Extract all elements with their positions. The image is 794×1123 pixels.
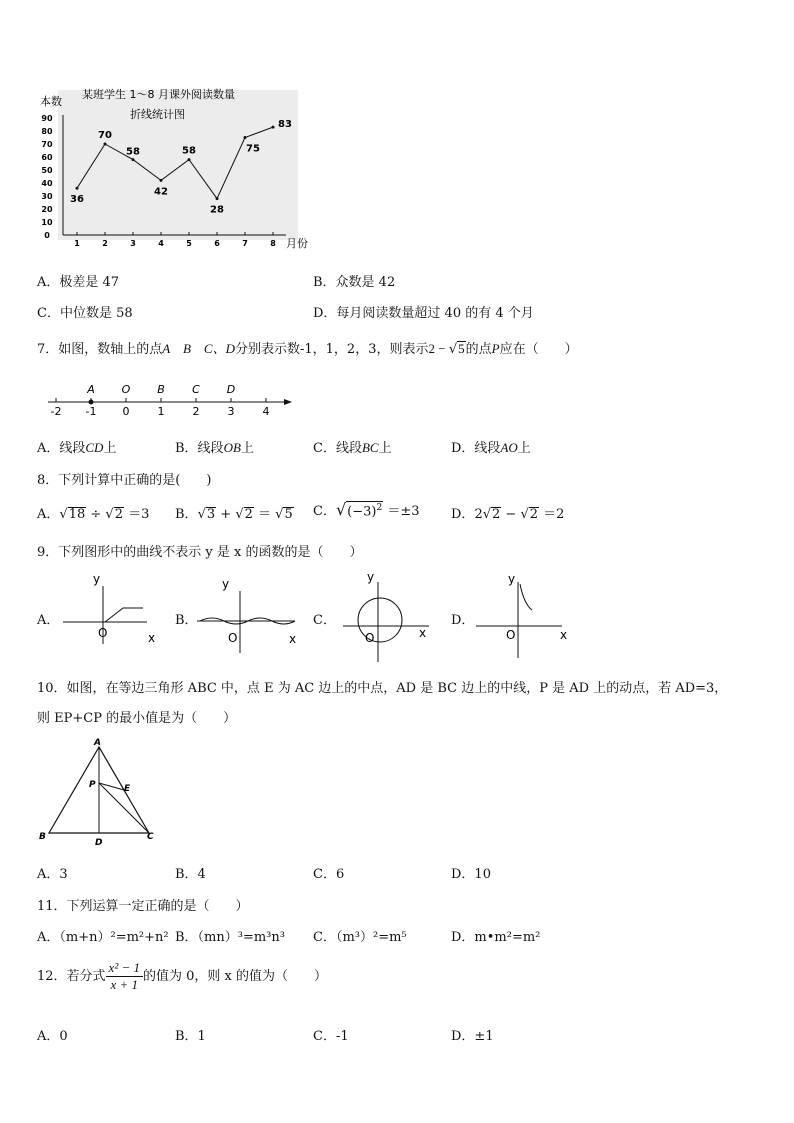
data-point xyxy=(104,143,107,146)
q11-option-c[interactable]: C．（m³）²=m⁵ xyxy=(313,930,407,945)
q6-option-c[interactable]: C．中位数是 58 xyxy=(37,306,133,321)
q7-option-b[interactable] xyxy=(175,437,254,456)
sqrt-icon: √ xyxy=(335,500,347,519)
q8-b-label: B． xyxy=(175,507,198,522)
y-tick-label: 20 xyxy=(41,205,53,214)
sqrt-icon: √ xyxy=(59,507,68,522)
number-line-point-label: D xyxy=(226,383,236,396)
q9-stem: 9．下列图形中的曲线不表示 y 是 x 的函数的是（ ） xyxy=(37,545,363,560)
q8-a-radicand-2: 2 xyxy=(114,507,123,522)
x-tick-label: 5 xyxy=(186,239,192,248)
q8-c-label: C． xyxy=(313,504,336,519)
graph-d-x-label: x xyxy=(560,628,568,642)
q10-triangle-figure xyxy=(35,735,165,850)
q7-stem xyxy=(37,338,578,357)
q7-b-pre: B．线段 xyxy=(175,441,224,456)
y-tick-label: 0 xyxy=(44,231,50,240)
number-line-point-a-dot xyxy=(89,400,94,405)
graph-a-curve xyxy=(105,608,143,622)
q7-d-post: 上 xyxy=(517,441,531,456)
q8-b-radicand-2: 2 xyxy=(244,507,253,522)
graph-a-x-label: x xyxy=(148,631,156,645)
q12-fraction xyxy=(106,960,143,993)
graph-d-y-label: y xyxy=(508,572,516,586)
q8-d-radicand-2: 2 xyxy=(529,507,539,522)
data-label: 58 xyxy=(126,146,140,158)
q9-graph-c[interactable] xyxy=(335,568,445,664)
graph-b-y-label: y xyxy=(222,577,230,591)
q12-stem xyxy=(37,960,327,993)
q12-numerator: x² − 1 xyxy=(106,960,143,977)
q7-stem-text-a: 7．如图，数轴上的点 xyxy=(37,342,163,357)
q10-option-b[interactable]: B．4 xyxy=(175,867,206,882)
number-line-tick-label: -1 xyxy=(85,405,97,418)
chart-title-line1: 某班学生 1～8 月课外阅读数量 xyxy=(82,88,235,101)
number-line-svg xyxy=(40,380,300,420)
q8-option-c[interactable] xyxy=(313,500,420,519)
q8-b-equals: ＝ xyxy=(253,507,276,522)
q6-option-a[interactable]: A．极差是 47 xyxy=(37,275,120,290)
data-label: 28 xyxy=(210,204,224,216)
graph-c-origin-label: O xyxy=(365,631,375,645)
graph-b-x-label: x xyxy=(289,632,297,646)
q9-graph-b-svg xyxy=(195,575,305,655)
q9-graph-d[interactable] xyxy=(472,570,582,660)
data-label: 36 xyxy=(70,194,84,206)
q9-graph-a-svg xyxy=(55,570,165,648)
q9-graph-c-svg xyxy=(335,568,445,664)
y-tick-label: 60 xyxy=(41,153,53,162)
data-label: 75 xyxy=(246,143,260,155)
q7-stem-text-b: 分别表示数-1，1，2，3，则表示 xyxy=(235,342,429,357)
x-tick-label: 1 xyxy=(74,239,80,248)
q10-stem-line1: 10．如图，在等边三角形 ABC 中，点 E 为 AC 边上的中点，AD 是 BC 边上的中线，P 是 AD 上的动点，若 AD=3， xyxy=(37,681,728,696)
q8-option-d[interactable] xyxy=(451,503,564,522)
data-label: 83 xyxy=(278,119,292,131)
q9-option-a-label[interactable]: A． xyxy=(37,613,60,628)
q7-c-seg: BC xyxy=(361,440,379,455)
chart-ylabel: 本数 xyxy=(40,95,62,108)
sqrt-icon: √ xyxy=(520,507,529,522)
q8-a-result: ＝3 xyxy=(123,507,150,522)
number-line-tick-label: 0 xyxy=(122,405,130,418)
data-point xyxy=(272,126,275,129)
number-line-point-label: C xyxy=(192,383,200,396)
data-point xyxy=(188,158,191,161)
q7-d-seg: AO xyxy=(500,440,518,455)
q8-a-radicand-1: 18 xyxy=(68,507,86,522)
q10-triangle-svg xyxy=(35,735,165,850)
number-line-tick-label: 1 xyxy=(157,405,165,418)
q9-option-b-label[interactable]: B． xyxy=(175,613,198,628)
q7-option-d[interactable] xyxy=(451,437,531,456)
chart-xlabel: 月份 xyxy=(286,237,308,250)
sqrt-icon: √ xyxy=(197,507,206,522)
y-tick-label: 90 xyxy=(41,114,53,123)
y-tick-label: 10 xyxy=(41,218,53,227)
q8-option-b[interactable] xyxy=(175,503,294,522)
sqrt-icon: √ xyxy=(235,507,244,522)
y-tick-label: 30 xyxy=(41,192,53,201)
graph-c-y-label: y xyxy=(367,570,375,584)
q7-option-c[interactable] xyxy=(313,437,392,456)
q7-a-post: 上 xyxy=(103,441,117,456)
q7-sqrt-sign: √ xyxy=(448,342,458,357)
data-label: 42 xyxy=(154,186,168,198)
y-tick-label: 80 xyxy=(41,127,53,136)
data-point xyxy=(76,187,79,190)
y-tick-label: 40 xyxy=(41,179,53,188)
q12-denominator: x + 1 xyxy=(110,977,139,992)
sqrt-icon: √ xyxy=(275,507,284,522)
q12-option-a[interactable]: A．0 xyxy=(37,1029,68,1044)
graph-d-curve xyxy=(520,584,532,610)
q10-option-c[interactable]: C．6 xyxy=(313,867,345,882)
q8-d-coefficient: 2 xyxy=(474,507,483,522)
q10-option-d[interactable]: D．10 xyxy=(451,867,491,882)
q8-option-a[interactable] xyxy=(37,503,149,522)
q6-option-b[interactable]: B．众数是 42 xyxy=(313,275,396,290)
q12-stem-prefix: 12．若分式 xyxy=(37,969,106,984)
q7-option-a[interactable] xyxy=(37,437,116,456)
graph-b-origin-label: O xyxy=(228,631,238,645)
q7-point-names: A B C、D xyxy=(162,341,235,356)
q11-option-b[interactable]: B．（mn）³=m³n³ xyxy=(175,930,285,945)
q7-b-seg: OB xyxy=(223,440,241,455)
q9-graph-d-svg xyxy=(472,570,582,660)
x-tick-label: 6 xyxy=(214,239,220,248)
label-c: C xyxy=(147,832,154,842)
label-b: B xyxy=(39,832,46,842)
number-line-point-label: A xyxy=(87,383,95,396)
label-d: D xyxy=(95,838,103,848)
q10-option-a[interactable]: A．3 xyxy=(37,867,68,882)
data-point xyxy=(244,136,247,139)
q8-c-exponent: 2 xyxy=(376,502,383,513)
q10-stem-line2: 则 EP+CP 的最小值是为（ ） xyxy=(37,711,237,726)
q12-option-c[interactable]: C．-1 xyxy=(313,1029,349,1044)
q8-a-label: A． xyxy=(37,507,60,522)
q11-stem: 11．下列运算一定正确的是（ ） xyxy=(37,899,249,914)
chart-svg xyxy=(30,85,320,260)
q8-b-radicand-3: 5 xyxy=(284,507,293,522)
chart-title-line2: 折线统计图 xyxy=(130,108,185,121)
x-tick-label: 3 xyxy=(130,239,136,248)
y-tick-label: 70 xyxy=(41,140,53,149)
x-tick-label: 4 xyxy=(158,239,164,248)
q12-option-b[interactable]: B．1 xyxy=(175,1029,206,1044)
q7-expr-prefix: 2 − xyxy=(428,341,449,356)
number-line-tick-label: 3 xyxy=(227,405,235,418)
q6-option-d[interactable]: D．每月阅读数量超过 40 的有 4 个月 xyxy=(313,306,534,321)
number-line-arrow-icon xyxy=(284,399,292,405)
graph-d-origin-label: O xyxy=(506,628,516,642)
data-point xyxy=(160,179,163,182)
q9-option-d-label[interactable]: D． xyxy=(451,613,475,628)
reading-line-chart xyxy=(30,85,320,260)
graph-a-origin-label: O xyxy=(98,626,108,640)
q8-b-operator: + xyxy=(216,507,236,522)
data-point xyxy=(132,158,135,161)
number-line-tick-label: -2 xyxy=(50,405,62,418)
q8-stem: 8．下列计算中正确的是( ) xyxy=(37,473,212,488)
q7-a-pre: A．线段 xyxy=(37,441,86,456)
label-e: E xyxy=(124,784,131,794)
q8-c-inner: (−3) xyxy=(347,504,377,519)
q7-expr-radicand: 5 xyxy=(458,341,465,356)
graph-a-y-label: y xyxy=(93,572,101,586)
q7-stem-text-c: 的点 xyxy=(465,342,492,357)
q7-c-post: 上 xyxy=(378,441,392,456)
q12-option-d[interactable]: D．±1 xyxy=(451,1029,494,1044)
q9-option-c-label[interactable]: C． xyxy=(313,613,336,628)
q11-option-a[interactable]: A．（m+n）²=m²+n² xyxy=(37,930,169,945)
number-line-tick-label: 4 xyxy=(262,405,270,418)
number-line-point-label: B xyxy=(157,383,165,396)
q7-d-pre: D．线段 xyxy=(451,441,501,456)
q7-c-pre: C．线段 xyxy=(313,441,362,456)
sqrt-icon: √ xyxy=(105,507,114,522)
q11-option-d[interactable]: D．m•m²=m² xyxy=(451,930,541,945)
q9-graph-a[interactable] xyxy=(55,570,165,648)
q7-point-p: P xyxy=(491,341,500,356)
x-tick-label: 8 xyxy=(270,239,276,248)
q7-number-line xyxy=(40,380,300,420)
data-label: 70 xyxy=(98,130,112,141)
data-label: 58 xyxy=(182,145,196,157)
y-tick-label: 50 xyxy=(41,166,53,175)
q8-b-radicand-1: 3 xyxy=(206,507,216,522)
x-tick-label: 2 xyxy=(102,239,108,248)
q7-stem-text-d: 应在（ ） xyxy=(499,342,578,357)
q8-d-radicand-1: 2 xyxy=(492,507,501,522)
sqrt-icon: √ xyxy=(482,507,492,522)
q7-a-seg: CD xyxy=(85,440,104,455)
q8-a-operator: ÷ xyxy=(86,507,106,522)
q7-b-post: 上 xyxy=(240,441,254,456)
q8-d-result: ＝2 xyxy=(539,507,565,522)
q8-c-result: ＝±3 xyxy=(383,504,420,519)
q8-d-operator: − xyxy=(501,507,521,522)
x-tick-label: 7 xyxy=(242,239,248,248)
graph-c-x-label: x xyxy=(419,626,427,640)
label-a: A xyxy=(94,738,101,748)
label-p: P xyxy=(89,780,96,790)
q8-d-label: D． xyxy=(451,507,475,522)
number-line-tick-label: 2 xyxy=(192,405,200,418)
q9-graph-b[interactable] xyxy=(195,575,305,655)
number-line-point-label: O xyxy=(121,383,131,396)
data-point xyxy=(216,197,219,200)
q12-stem-suffix: 的值为 0，则 x 的值为（ ） xyxy=(143,969,327,984)
